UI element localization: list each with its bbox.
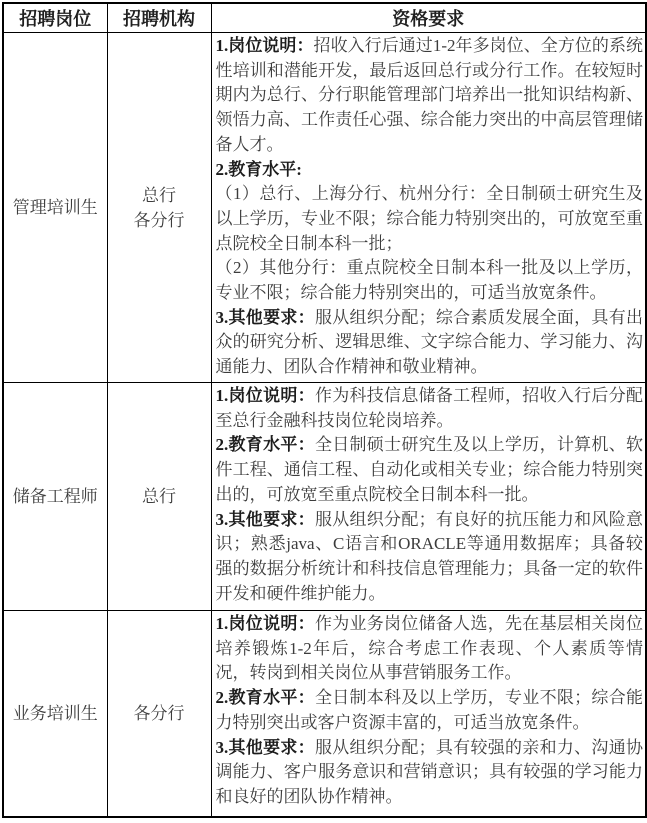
requirement-label: 3.其他要求： — [215, 509, 315, 529]
requirements-cell — [211, 33, 646, 383]
requirement-label: 3.其他要求： — [215, 737, 315, 757]
requirement-paragraph — [216, 384, 644, 433]
requirement-label: 2.教育水平: — [215, 159, 302, 179]
requirement-text: 招收入行后通过1-2年多岗位、全方位的系统性培训和潜能开发，最后返回总行或分行工作。在较短时期内为总行、分行职能管理部门培养出一批知识结构新、领悟力高、工作责任心强、综合能力突出的中高层管理储备人才。 — [215, 36, 644, 154]
recruitment-table — [2, 2, 647, 818]
requirement-paragraph — [216, 256, 644, 305]
requirement-text: 服从组织分配；综合素质发展全面，具有出众的研究分析、逻辑思维、文字综合能力、学习能力、沟通能力、团队合作精神和敬业精神。 — [215, 307, 643, 377]
requirements-cell — [211, 383, 646, 611]
position-cell — [3, 383, 107, 611]
requirement-label: 1.岗位说明： — [215, 386, 315, 405]
header-requirements: 资格要求 — [211, 3, 646, 33]
requirement-text: 全日制本科及以上学历，专业不限；综合能力特别突出或客户资源丰富的，可适当放宽条件。 — [215, 688, 643, 732]
table-row — [3, 611, 646, 818]
requirement-label: 1.岗位说明： — [215, 614, 315, 633]
organization-cell — [107, 33, 211, 383]
requirement-paragraph — [216, 158, 644, 183]
requirement-label: 2.教育水平： — [215, 688, 315, 708]
header-organization: 招聘机构 — [107, 3, 211, 33]
header-row — [3, 3, 646, 33]
position-label: 储备工程师 — [12, 487, 98, 506]
requirement-text: 服从组织分配；具有较强的亲和力、沟通协调能力、客户服务意识和营销意识；具有较强的学习能力和良好的团队协作精神。 — [215, 737, 643, 806]
requirement-text: 服从组织分配；有良好的抗压能力和风险意识；熟悉java、C语言和ORACLE等通用数据库；具备较强的数据分析统计和科技信息管理能力；具备一定的软件开发和硬件维护能力。 — [215, 509, 643, 603]
requirement-text: 作为业务岗位储备人选，先在基层相关岗位培养锻炼1-2年后，综合考虑工作表现、个人素质等情况，转岗到相关岗位从事营销服务工作。 — [215, 614, 643, 683]
requirement-paragraph — [216, 736, 644, 810]
organization-cell — [107, 383, 211, 611]
table-row — [3, 383, 646, 611]
organization-line: 各分行 — [133, 210, 185, 230]
requirement-text: （1）总行、上海分行、杭州分行：全日制硕士研究生及以上学历，专业不限；综合能力特别突出的，可放宽至重点院校全日制本科一批； — [215, 184, 643, 253]
organization-line: 总行 — [142, 185, 176, 205]
requirement-paragraph — [216, 686, 644, 735]
requirement-label: 3.其他要求： — [215, 307, 315, 327]
requirement-paragraph — [216, 433, 644, 507]
requirement-text: （2）其他分行：重点院校全日制本科一批及以上学历，专业不限；综合能力特别突出的，可适当放宽条件。 — [215, 258, 643, 303]
header-position: 招聘岗位 — [3, 3, 107, 33]
requirement-text: 全日制硕士研究生及以上学历，计算机、软件工程、通信工程、自动化或相关专业；综合能力特别突出的，可放宽至重点院校全日制本科一批。 — [215, 435, 643, 504]
requirement-paragraph — [216, 34, 644, 158]
requirement-paragraph — [216, 612, 644, 686]
position-cell — [3, 33, 107, 383]
requirement-paragraph — [216, 182, 644, 256]
table-row — [3, 33, 646, 383]
requirement-label: 2.教育水平： — [215, 435, 315, 455]
requirement-text: 作为科技信息储备工程师，招收入行后分配至总行金融科技岗位轮岗培养。 — [215, 386, 643, 430]
organization-line: 总行 — [142, 487, 176, 506]
requirement-paragraph — [216, 306, 644, 380]
position-label: 业务培训生 — [12, 704, 98, 723]
position-label: 管理培训生 — [12, 198, 98, 217]
organization-cell — [107, 611, 211, 818]
requirement-paragraph — [216, 508, 644, 607]
requirements-cell — [211, 611, 646, 818]
requirement-label: 1.岗位说明： — [215, 36, 314, 55]
organization-line: 各分行 — [133, 704, 185, 723]
position-cell — [3, 611, 107, 818]
